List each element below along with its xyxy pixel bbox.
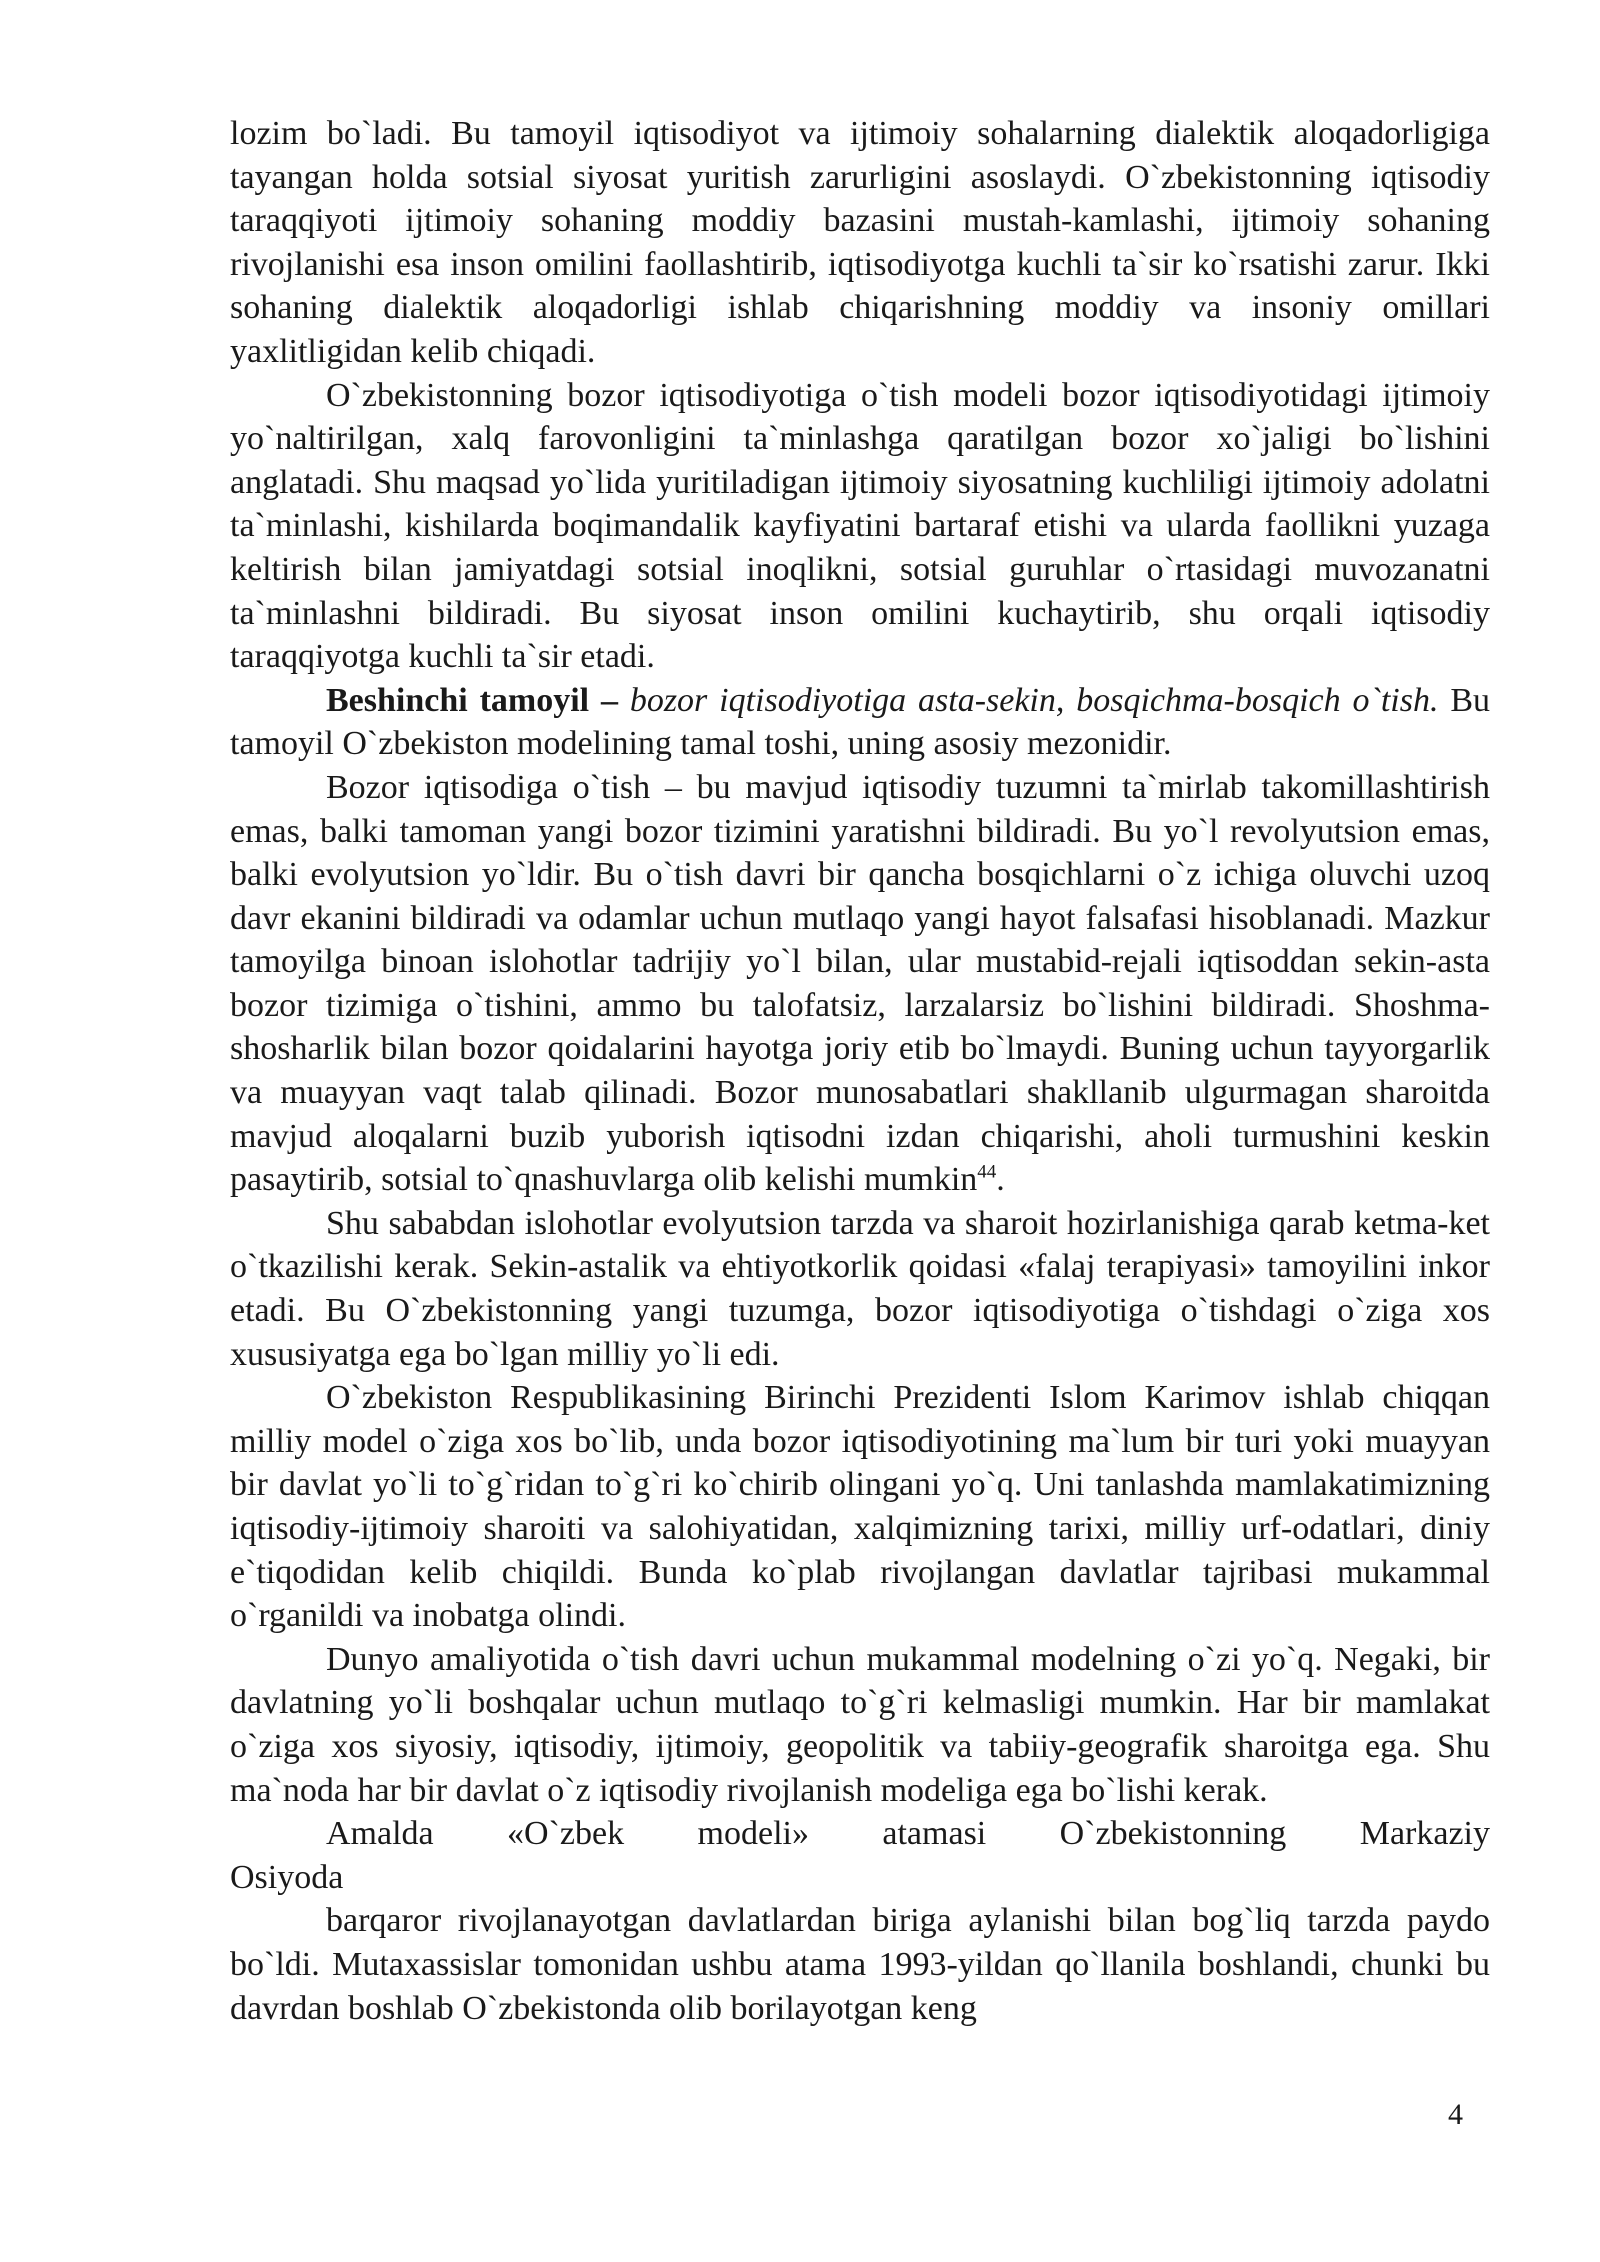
paragraph-7: Dunyo amaliyotida o`tish davri uchun mukammal modelning o`zi yo`q. Negaki, bir davlatning yo`li boshqalar uchun mutlaqo to`g`ri kelmasligi mumkin. Har bir mamlakat o`ziga xos siyosiy, iqtisodiy, ijtimoiy, geopolitik va tabiiy-geografik sharoitga ega. Shu ma`noda har bir davlat o`z iqtisodiy rivojlanish modeliga ega bo`lishi kerak. xyxy=(230,1640,1490,1809)
paragraph-6: O`zbekiston Respublikasining Birinchi Prezidenti Islom Karimov ishlab chiqqan milliy model o`ziga xos bo`lib, unda bozor iqtisodiyotining ma`lum bir turi yoki muayyan bir davlat yo`li to`g`ridan to`g`ri ko`chirib olingani yo`q. Uni tanlashda mamlakatimizning iqtisodiy-ijtimoiy sharoiti va salohiyatidan, xalqimizning tarixi, milliy urf-odatlari, diniy e`tiqodidan kelib chiqildi. Bunda ko`plab rivojlangan davlatlar tajribasi mukammal o`rganildi va inobatga olindi. xyxy=(230,1379,1490,1635)
paragraph-3-body: Bu tamoyil O`zbekiston modelining tamal toshi, uning asosiy mezonidir. xyxy=(230,681,1490,763)
paragraph-5: Shu sababdan islohotlar evolyutsion tarzda va sharoit hozirlanishiga qarab ketma-ket o`tkazilishi kerak. Sekin-astalik va ehtiyotkorlik qoidasi «falaj terapiyasi» tamoyilini inkor etadi. Bu O`zbekistonning yangi tuzumga, bozor iqtisodiyotiga o`tishdagi o`ziga xos xususiyatga ega bo`lgan milliy yo`li edi. xyxy=(230,1204,1490,1373)
paragraph-2: O`zbekistonning bozor iqtisodiyotiga o`tish modeli bozor iqtisodiyotidagi ijtimoiy yo`naltirilgan, xalq farovonligini ta`minlashga qaratilgan bozor xo`jaligi bo`lishini anglatadi. Shu maqsad yo`lida yuritiladigan ijtimoiy siyosatning kuchliligi ijtimoiy adolatni ta`minlashi, kishilarda boqimandalik kayfiyatini bartaraf etishi va ularda faollikni yuzaga keltirish bilan jamiyatdagi sotsial inoqlikni, sotsial guruhlar o`rtasidagi muvozanatni ta`minlashni bildiradi. Bu siyosat inson omilini kuchaytirib, shu orqali iqtisodiy taraqqiyotga kuchli ta`sir etadi. xyxy=(230,376,1490,676)
paragraph-9: barqaror rivojlanayotgan davlatlardan biriga aylanishi bilan bog`liq tarzda paydo bo`ldi. Mutaxassislar tomonidan ushbu atama 1993-yildan qo`llanila boshlandi, chunki bu davrdan boshlab O`zbekistonda olib borilayotgan keng xyxy=(230,1902,1490,2027)
paragraph-8-line-2: Osiyoda xyxy=(230,1858,344,1896)
paragraph-4-body: Bozor iqtisodiga o`tish – bu mavjud iqtisodiy tuzumni ta`mirlab takomillashtirish emas, balki tamoman yangi bozor tizimini yaratishni bildiradi. Bu yo`l revolyutsion emas, balki evolyutsion yo`ldir. Bu o`tish davri bir qancha bosqichlarni o`z ichiga oluvchi uzoq davr ekanini bildiradi va odamlar uchun mutlaqo yangi hayot falsafasi hisoblanadi. Mazkur tamoyilga binoan islohotlar tadrijiy yo`l bilan, ular mustabid-rejali iqtisoddan sekin-asta bozor tizimiga o`tishini, ammo bu talofatsiz, larzalarsiz bo`lishini bildiradi. Shoshma-shosharlik bilan bozor qoidalarini hayotga joriy etib bo`lmaydi. Buning uchun tayyorgarlik va muayyan vaqt talab qilinadi. Bozor munosabatlari shakllanib ulgurmagan sharoitda mavjud aloqalarni buzib yuborish iqtisodni izdan chiqarishi, aholi turmushini keskin pasaytirib, sotsial to`qnashuvlarga olib kelishi mumkin xyxy=(230,768,1490,1199)
page-number: 4 xyxy=(1448,2098,1463,2131)
paragraph-4 xyxy=(230,766,1490,1202)
paragraph-3 xyxy=(230,679,1490,766)
principle-heading: Beshinchi tamoyil – xyxy=(326,681,618,719)
paragraph-8-line-1: Amalda «O`zbek modeli» atamasi O`zbekistonning Markaziy xyxy=(326,1815,1490,1853)
principle-statement: bozor iqtisodiyotiga asta-sekin, bosqichma-bosqich o`tish. xyxy=(629,681,1439,719)
paragraph-1: lozim bo`ladi. Bu tamoyil iqtisodiyot va ijtimoiy sohalarning dialektik aloqadorligiga tayangan holda sotsial siyosat yuritish zarurligini asoslaydi. O`zbekistonning iqtisodiy taraqqiyoti ijtimoiy sohaning moddiy bazasini mustah-kamlashi, ijtimoiy sohaning rivojlanishi esa inson omilini faollashtirib, iqtisodiyotga kuchli ta`sir ko`rsatishi zarur. Ikki sohaning dialektik aloqadorligi ishlab chiqarishning moddiy va insoniy omillari yaxlitligidan kelib chiqadi. xyxy=(230,115,1490,370)
paragraph-4-tail: . xyxy=(996,1161,1005,1199)
document-page xyxy=(230,112,1490,2030)
footnote-reference[interactable]: 44 xyxy=(977,1161,997,1183)
